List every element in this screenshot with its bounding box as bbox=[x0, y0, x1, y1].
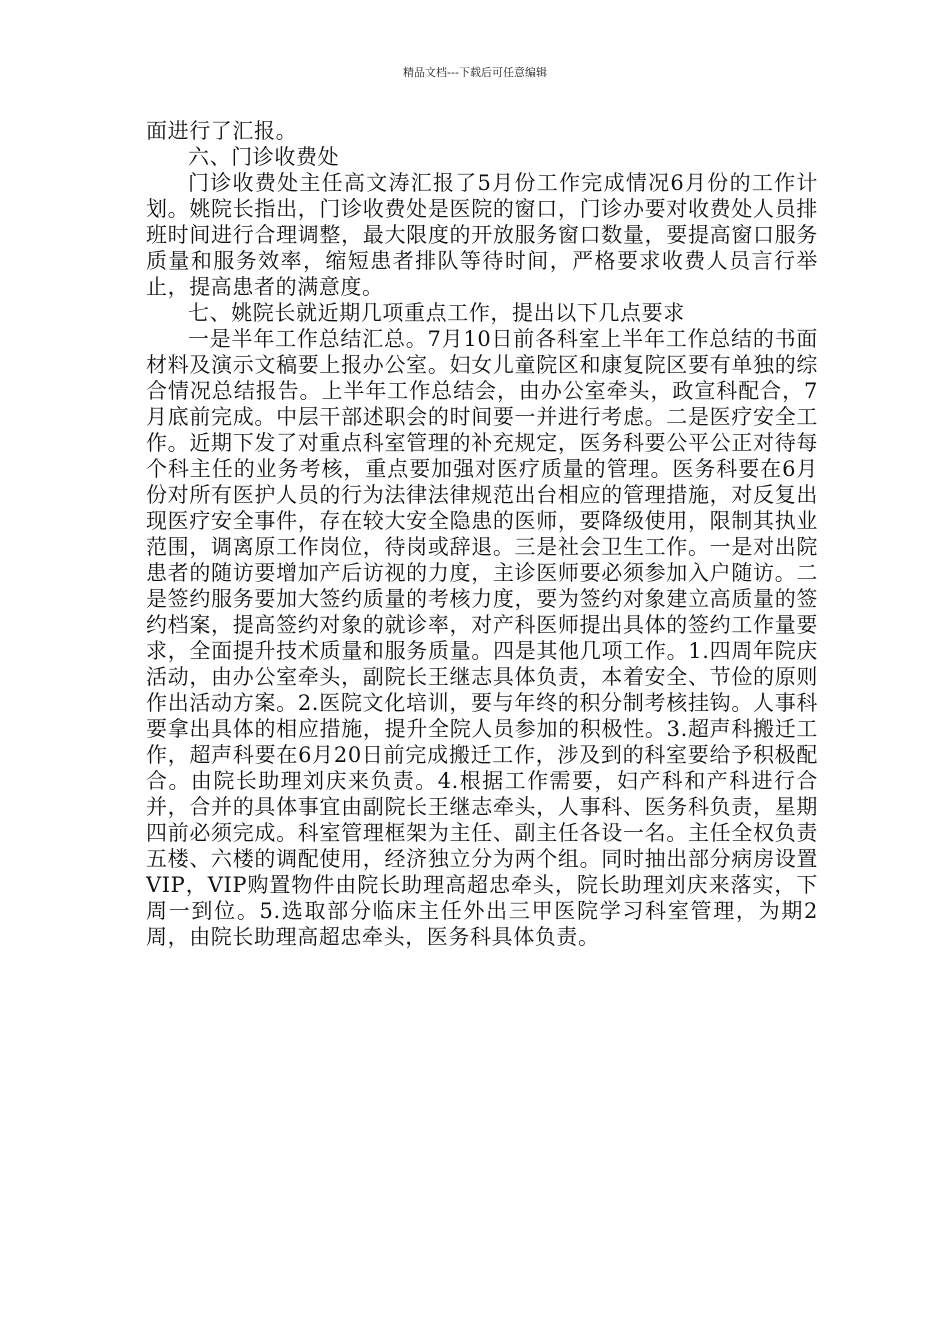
page-header: 精品文档---下载后可任意编辑 bbox=[403, 66, 547, 79]
section-heading-seven: 七、姚院长就近期几项重点工作，提出以下几点要求 bbox=[188, 301, 685, 325]
paragraph-billing-office: 门诊收费处主任高文涛汇报了5月份工作完成情况6月份的工作计划。姚院长指出，门诊收费处是医院的窗口，门诊办要对收费处人员排班时间进行合理调整，最大限度的开放服务窗口数量，要提高窗口服务质量和服务效率，缩短患者排队等待时间，严格要求收费人员言行举止，提高患者的满意度。 bbox=[146, 171, 818, 299]
document-body bbox=[146, 118, 818, 950]
paragraph-key-tasks: 一是半年工作总结汇总。7月10日前各科室上半年工作总结的书面材料及演示文稿要上报办公室。妇女儿童院区和康复院区要有单独的综合情况总结报告。上半年工作总结会，由办公室牵头，政宣科配合，7月底前完成。中层干部述职会的时间要一并进行考虑。二是医疗安全工作。近期下发了对重点科室管理的补充规定，医务科要公平公正对待每个科主任的业务考核，重点要加强对医疗质量的管理。医务科要在6月份对所有医护人员的行为法律法律规范出台相应的管理措施，对反复出现医疗安全事件，存在较大安全隐患的医师，要降级使用，限制其执业范围，调离原工作岗位，待岗或辞退。三是社会卫生工作。一是对出院患者的随访要增加产后访视的力度，主诊医师要必须参加入户随访。二是签约服务要加大签约质量的考核力度，要为签约对象建立高质量的签约档案，提高签约对象的就诊率，对产科医师提出具体的签约工作量要求，全面提升技术质量和服务质量。四是其他几项工作。1.四周年院庆活动，由办公室牵头，副院长王继志具体负责，本着安全、节俭的原则作出活动方案。2.医院文化培训，要与年终的积分制考核挂钩。人事科要拿出具体的相应措施，提升全院人员参加的积极性。3.超声科搬迁工作，超声科要在6月20日前完成搬迁工作，涉及到的科室要给予积极配合。由院长助理刘庆来负责。4.根据工作需要，妇产科和产科进行合并，合并的具体事宜由副院长王继志牵头，人事科、医务科负责，星期四前必须完成。科室管理框架为主任、副主任各设一名。主任全权负责五楼、六楼的调配使用，经济独立分为两个组。同时抽出部分病房设置VIP，VIP购置物件由院长助理高超忠牵头，院长助理刘庆来落实，下周一到位。5.选取部分临床主任外出三甲医院学习科室管理，为期2周，由院长助理高超忠牵头，医务科具体负责。 bbox=[146, 327, 818, 949]
paragraph-continuation: 面进行了汇报。 bbox=[146, 119, 298, 143]
section-heading-six: 六、门诊收费处 bbox=[188, 145, 340, 169]
